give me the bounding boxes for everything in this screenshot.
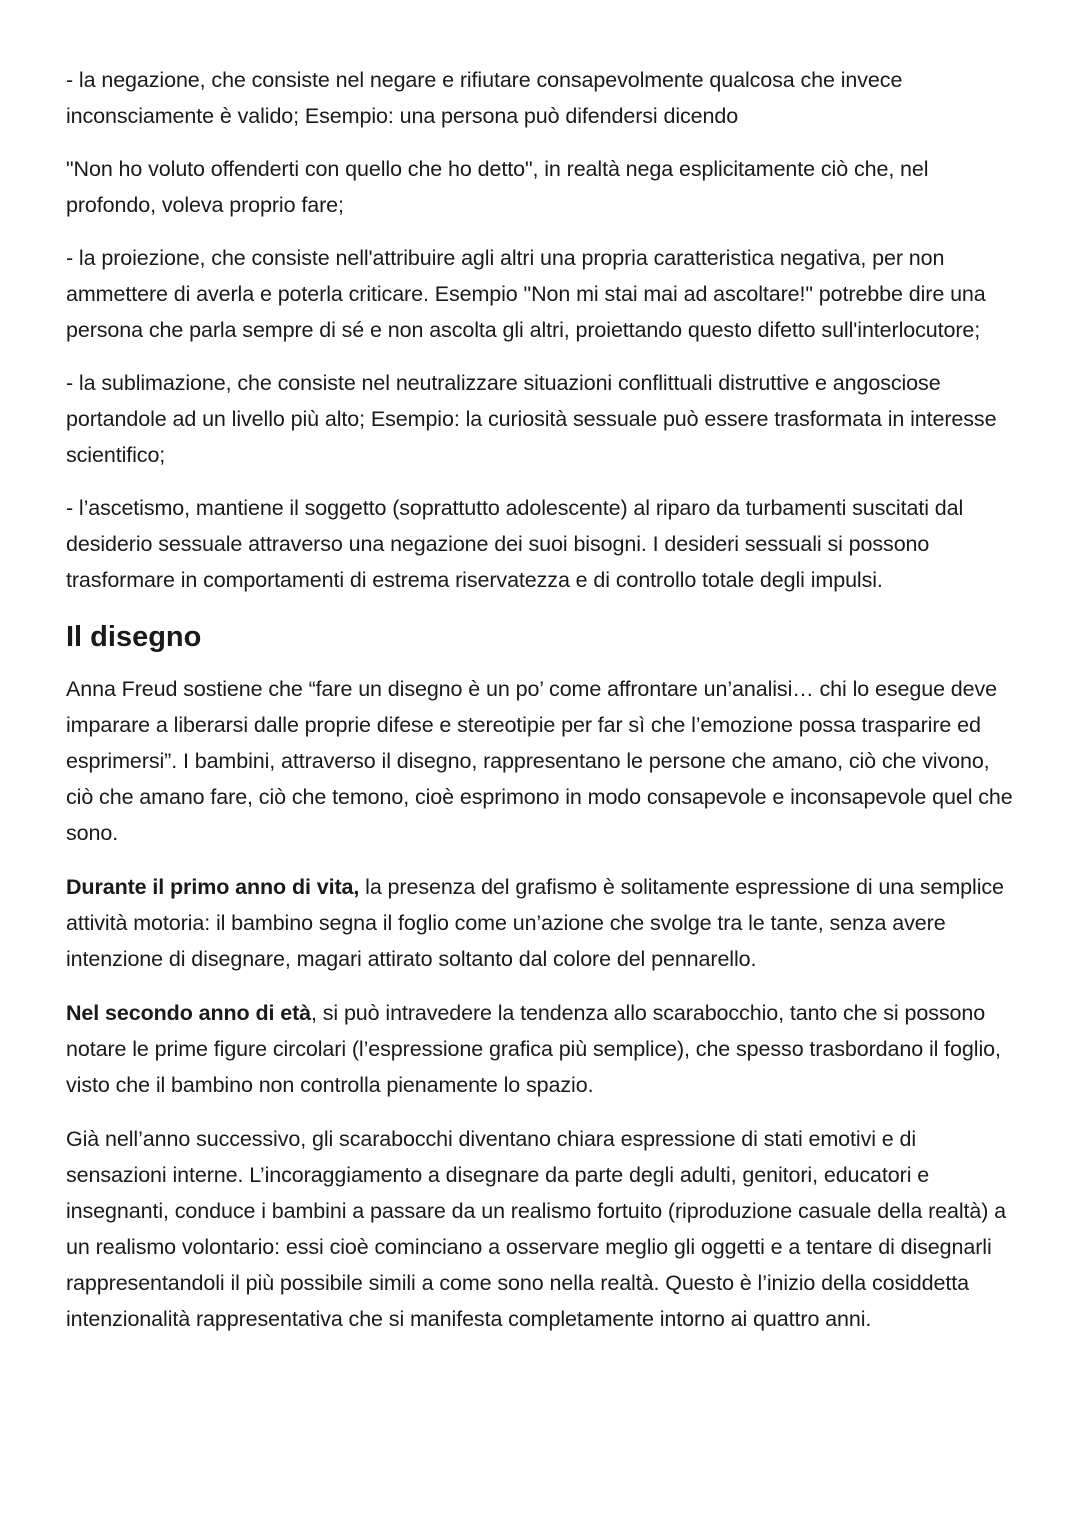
- secondo-anno-text: , si può intravedere la tendenza allo scarabocchio, tanto che si possono notare le prime figure circolari (l’espressione grafica più semplice), che spesso trasbordano il foglio, visto che il bambino non controlla pienamente lo spazio.: [66, 1001, 1001, 1097]
- paragraph-negazione-1: - la negazione, che consiste nel negare e rifiutare consapevolmente qualcosa che invece inconsciamente è valido; Esempio: una persona può difendersi dicendo: [66, 68, 903, 128]
- secondo-anno-bold: Nel secondo anno di età: [66, 1001, 311, 1025]
- paragraph-ascetismo: - l’ascetismo, mantiene il soggetto (soprattutto adolescente) al riparo da turbamenti suscitati dal desiderio sessuale attraverso una negazione dei suoi bisogni. I desideri sessuali si possono trasformare in comportamenti di estrema riservatezza e di controllo totale degli impulsi.: [66, 496, 964, 592]
- paragraph-secondo-anno: [66, 995, 1016, 1103]
- section-heading: Il disegno: [66, 621, 202, 653]
- paragraph-intro: Anna Freud sostiene che “fare un disegno è un po’ come affrontare un’analisi… chi lo esegue deve imparare a liberarsi dalle proprie difese e stereotipie per far sì che l’emozione possa trasparire ed esprimersi”. I bambini, attraverso il disegno, rappresentano le persone che amano, ciò che vivono, ciò che amano fare, ciò che temono, cioè esprimono in modo consapevole e inconsapevole quel che sono.: [66, 677, 1013, 845]
- paragraph-primo-anno: [66, 869, 1016, 977]
- paragraph-negazione-2: "Non ho voluto offenderti con quello che ho detto", in realtà nega esplicitamente ciò che, nel profondo, voleva proprio fare;: [66, 157, 929, 217]
- document-page: [66, 62, 1016, 1337]
- paragraph-sublimazione: - la sublimazione, che consiste nel neutralizzare situazioni conflittuali distruttive e angosciose portandole ad un livello più alto; Esempio: la curiosità sessuale può essere trasformata in interesse scientifico;: [66, 371, 997, 467]
- primo-anno-bold: Durante il primo anno di vita,: [66, 875, 360, 899]
- paragraph-proiezione: - la proiezione, che consiste nell'attribuire agli altri una propria caratteristica negativa, per non ammettere di averla e poterla criticare. Esempio "Non mi stai mai ad ascoltare!" potrebbe dire una persona che parla sempre di sé e non ascolta gli altri, proiettando questo difetto sull'interlocutore;: [66, 246, 986, 342]
- paragraph-anno-successivo: Già nell’anno successivo, gli scarabocchi diventano chiara espressione di stati emotivi e di sensazioni interne. L’incoraggiamento a disegnare da parte degli adulti, genitori, educatori e insegnanti, conduce i bambini a passare da un realismo fortuito (riproduzione casuale della realtà) a un realismo volontario: essi cioè cominciano a osservare meglio gli oggetti e a tentare di disegnarli rappresentandoli il più possibile simili a come sono nella realtà. Questo è l’inizio della cosiddetta intenzionalità rappresentativa che si manifesta completamente intorno ai quattro anni.: [66, 1127, 1007, 1331]
- primo-anno-text: la presenza del grafismo è solitamente espressione di una semplice attività motoria: il bambino segna il foglio come un’azione che svolge tra le tante, senza avere intenzione di disegnare, magari attirato soltanto dal colore del pennarello.: [66, 875, 1004, 971]
